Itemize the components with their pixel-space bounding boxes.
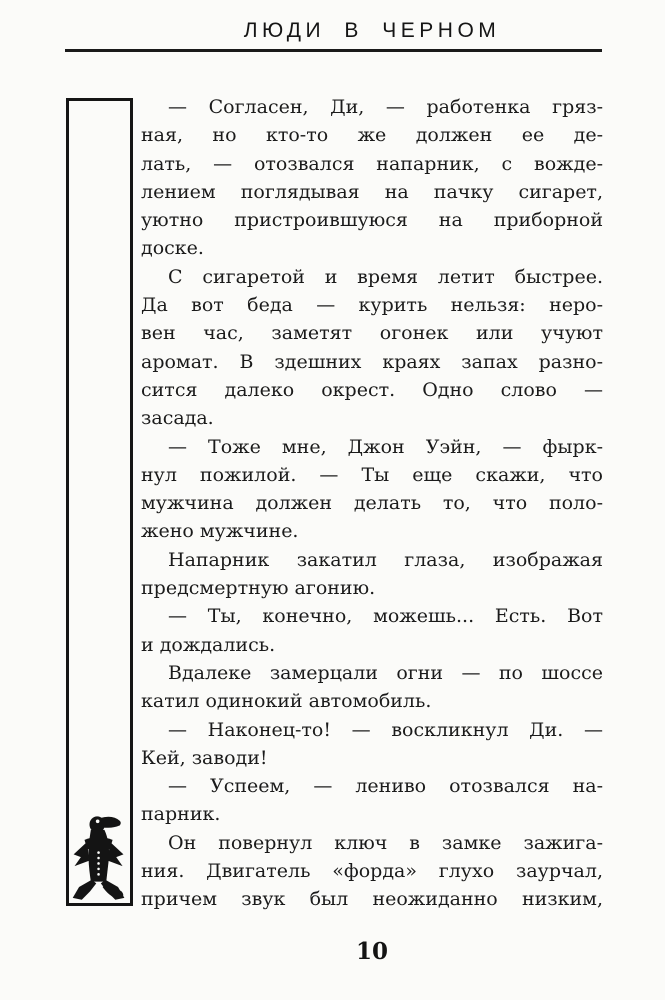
text-line: — Наконец-то! — воскликнул Ди. — — [168, 718, 603, 741]
text-line: лать, — отозвался напарник, с вожде- — [141, 152, 603, 175]
header-rule — [65, 49, 602, 52]
page-number: 10 — [355, 938, 388, 965]
text-line: Да вот беда — курить нельзя: неро- — [141, 294, 603, 317]
text-line: нул пожилой. — Ты еще скажи, что — [141, 463, 603, 486]
text-line: аромат. В здешних краях запах разно- — [141, 350, 603, 373]
paragraph — [141, 93, 603, 263]
running-head-title: ЛЮДИ В ЧЕРНОМ — [243, 19, 501, 42]
text-line: ния. Двигатель «форда» глухо заурчал, — [141, 860, 603, 883]
text-line: ная, но кто-то же должен ее де- — [141, 124, 603, 147]
text-line: Кей, заводи! — [141, 746, 268, 769]
text-line: С сигаретой и время летит быстрее. — [168, 265, 603, 288]
text-line: Вдалеке замерцали огни — по шоссе — [168, 661, 603, 684]
side-border-box — [66, 98, 133, 906]
text-line: уютно пристроившуюся на приборной — [141, 209, 603, 232]
text-line: причем звук был неожиданно низким, — [141, 888, 603, 911]
text-line: жено мужчине. — [141, 520, 299, 543]
text-line: — Ты, конечно, можешь... Есть. Вот — [168, 605, 603, 628]
paragraph — [141, 602, 603, 659]
paragraph — [141, 433, 603, 546]
text-line: Он повернул ключ в замке зажига- — [168, 831, 603, 854]
alien-creature-ornament-icon — [70, 813, 128, 903]
text-line: катил одинокий автомобиль. — [141, 690, 432, 713]
paragraph — [141, 772, 603, 829]
paragraph — [141, 829, 603, 914]
text-line: доске. — [141, 237, 204, 260]
text-line: — Успеем, — лениво отозвался на- — [168, 775, 603, 798]
paragraph — [141, 263, 603, 433]
text-line: вен час, заметят огонек или учуют — [141, 322, 603, 345]
text-line: предсмертную агонию. — [141, 577, 376, 600]
paragraph — [141, 546, 603, 603]
text-line: и дождались. — [141, 633, 276, 656]
text-line: лением поглядывая на пачку сигарет, — [141, 180, 603, 203]
text-line: Напарник закатил глаза, изображая — [168, 548, 603, 571]
text-line: сится далеко окрест. Одно слово — — [141, 378, 603, 401]
paragraph — [141, 716, 603, 773]
text-line: — Согласен, Ди, — работенка гряз- — [168, 96, 603, 118]
text-line: — Тоже мне, Джон Уэйн, — фырк- — [168, 435, 603, 458]
text-line: мужчина должен делать то, что поло- — [141, 492, 603, 515]
text-line: парник. — [141, 803, 221, 826]
page-body-text — [141, 93, 603, 914]
text-line: засада. — [141, 407, 214, 430]
paragraph — [141, 659, 603, 716]
